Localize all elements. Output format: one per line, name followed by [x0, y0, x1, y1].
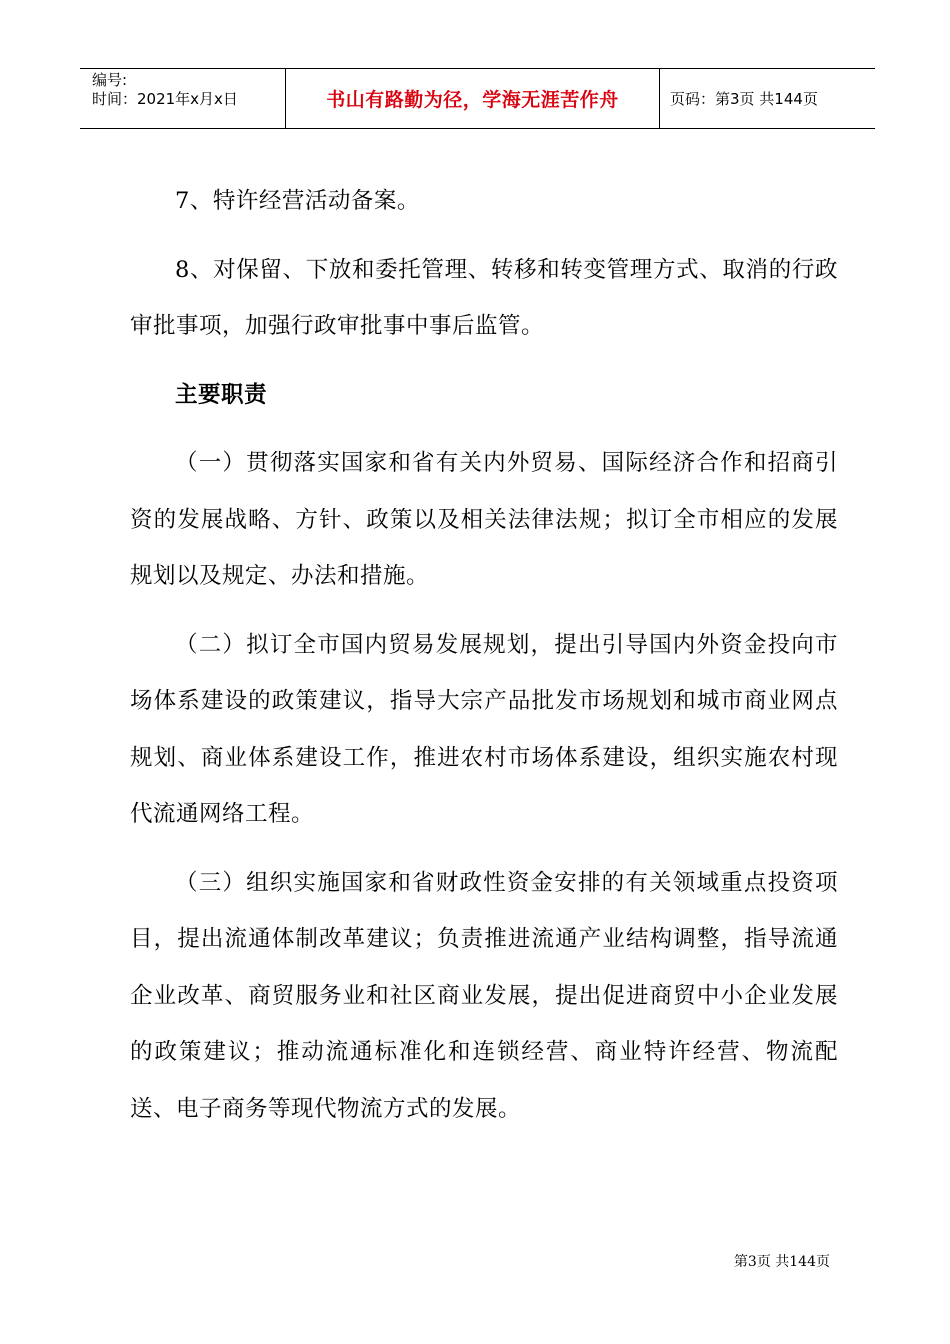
- paragraph-1: 7、特许经营活动备案。: [175, 188, 420, 214]
- header-meta: [80, 69, 286, 128]
- paragraph-2: 8、对保留、下放和委托管理、转移和转变管理方式、取消的行政审批事项，加强行政审批事中事后监管。: [130, 256, 838, 339]
- header-page-info: 页码：第3页 共144页: [670, 90, 818, 108]
- section-heading: 主要职责: [175, 381, 268, 408]
- page-footer: 第3页 共144页: [733, 1254, 830, 1270]
- header-motto: 书山有路勤为径，学海无涯苦作舟: [286, 69, 660, 128]
- document-time-label: 时间：2021年x月x日: [92, 90, 238, 108]
- paragraph-5: （二）拟订全市国内贸易发展规划，提出引导国内外资金投向市场体系建设的政策建议，指导大宗产品批发市场规划和城市商业网点规划、商业体系建设工作，推进农村市场体系建设，组织实施农村现代流通网络工程。: [130, 631, 838, 827]
- document-body: [130, 173, 838, 1149]
- paragraph-4: （一）贯彻落实国家和省有关内外贸易、国际经济合作和招商引资的发展战略、方针、政策以及相关法律法规；拟订全市相应的发展规划以及规定、办法和措施。: [130, 450, 838, 589]
- paragraph-6: （三）组织实施国家和省财政性资金安排的有关领域重点投资项目，提出流通体制改革建议；负责推进流通产业结构调整，指导流通企业改革、商贸服务业和社区商业发展，提出促进商贸中小企业发展的政策建议；推动流通标准化和连锁经营、商业特许经营、物流配送、电子商务等现代物流方式的发展。: [130, 869, 838, 1122]
- document-number-label: 编号:: [92, 71, 128, 89]
- page-header: [80, 68, 875, 129]
